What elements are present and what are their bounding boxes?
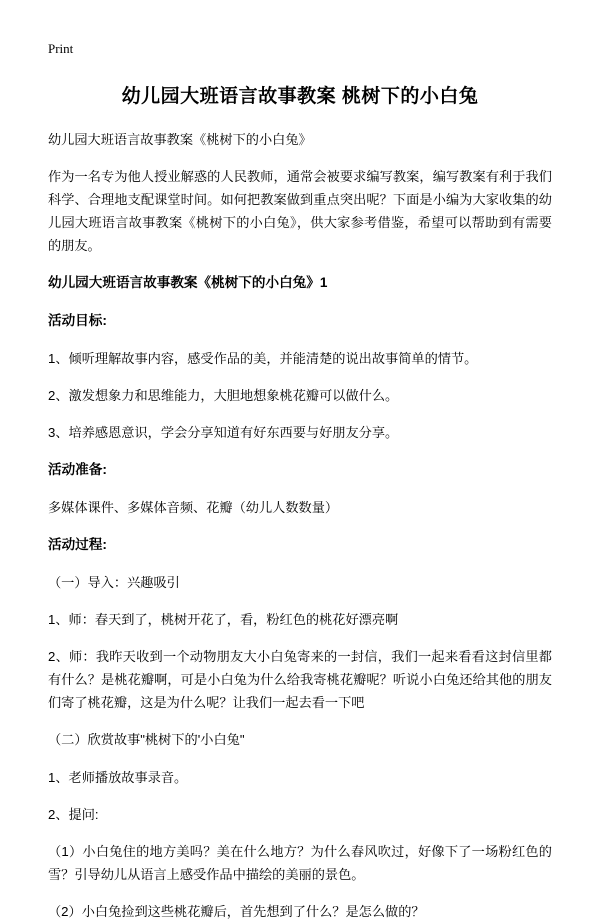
section-heading: 幼儿园大班语言故事教案《桃树下的小白兔》1 bbox=[48, 275, 328, 291]
paragraph: 2、提问: bbox=[48, 806, 99, 822]
paragraph: 2、师：我昨天收到一个动物朋友大小白兔寄来的一封信，我们一起来看看这封信里都有什么？是桃花瓣啊，可是小白兔为什么给我寄桃花瓣呢？听说小白兔还给其他的朋友们寄了桃花瓣，这是为什么呢？让我们一起去看一下吧 bbox=[48, 649, 552, 711]
paragraph: （一）导入：兴趣吸引 bbox=[48, 574, 180, 590]
section-heading: 活动目标: bbox=[48, 313, 107, 329]
paragraph: 作为一名专为他人授业解惑的人民教师，通常会被要求编写教案，编写教案有利于我们科学、合理地支配课堂时间。如何把教案做到重点突出呢？下面是小编为大家收集的幼儿园大班语言故事教案《桃树下的小白兔》，供大家参考借鉴，希望可以帮助到有需要的朋友。 bbox=[48, 169, 552, 254]
document-body bbox=[48, 128, 552, 923]
paragraph: 多媒体课件、多媒体音频、花瓣（幼儿人数数量） bbox=[48, 500, 339, 516]
paragraph: 1、倾听理解故事内容，感受作品的美，并能清楚的说出故事简单的情节。 bbox=[48, 351, 478, 367]
paragraph: 1、老师播放故事录音。 bbox=[48, 769, 188, 785]
section-heading: 活动准备: bbox=[48, 462, 107, 478]
paragraph: （1）小白兔住的地方美吗？美在什么地方？为什么春风吹过，好像下了一场粉红色的雪？引导幼儿从语言上感受作品中描绘的美丽的景色。 bbox=[48, 843, 552, 882]
paragraph: 3、培养感恩意识，学会分享知道有好东西要与好朋友分享。 bbox=[48, 425, 399, 441]
page-title: 幼儿园大班语言故事教案 桃树下的小白兔 bbox=[121, 86, 479, 107]
section-heading: 活动过程: bbox=[48, 537, 107, 553]
paragraph: （2）小白兔捡到这些桃花瓣后，首先想到了什么？是怎么做的？ bbox=[48, 903, 425, 919]
paragraph: 1、师：春天到了，桃树开花了，看，粉红色的桃花好漂亮啊 bbox=[48, 612, 399, 628]
paragraph: 幼儿园大班语言故事教案《桃树下的小白兔》 bbox=[48, 132, 312, 147]
paragraph: 2、激发想象力和思维能力，大胆地想象桃花瓣可以做什么。 bbox=[48, 388, 399, 404]
paragraph: （二）欣赏故事"桃树下的'小白兔" bbox=[48, 732, 245, 748]
print-button[interactable]: Print bbox=[48, 41, 74, 56]
